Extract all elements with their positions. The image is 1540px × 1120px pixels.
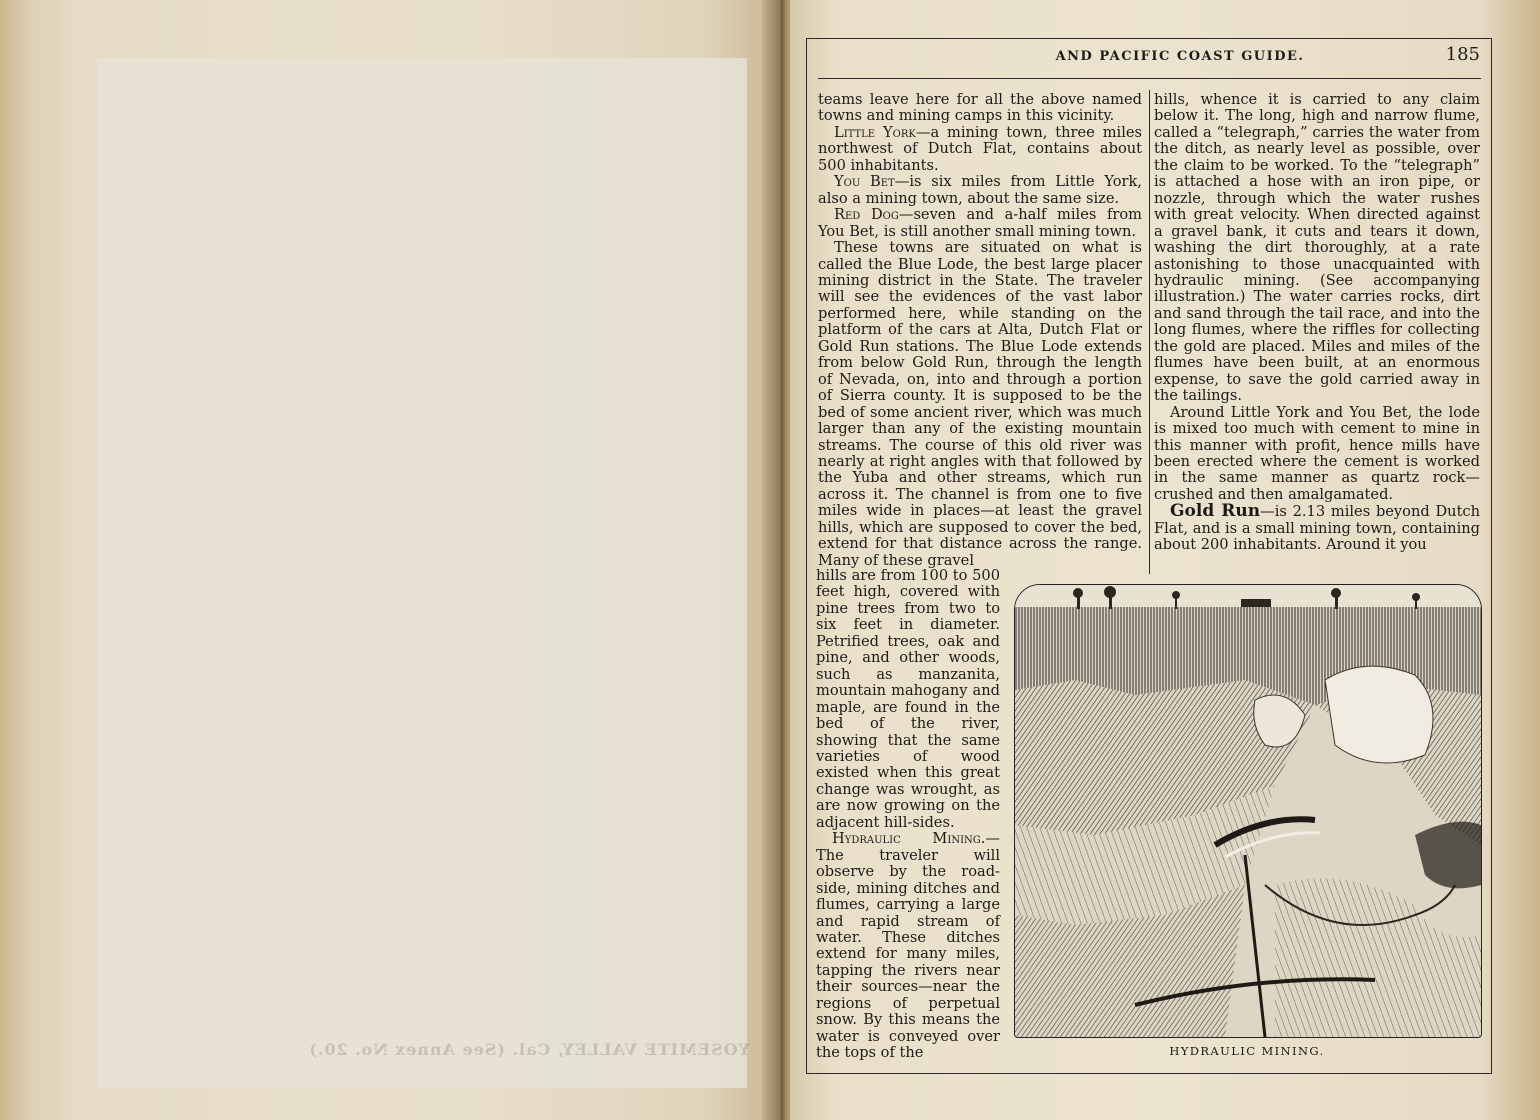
- paragraph: [818, 125, 1142, 174]
- paragraph-lead: Hydraulic Mining: [832, 830, 981, 848]
- paragraph-text: teams leave here for all the above named towns and mining camps in this vicinity.: [818, 91, 1142, 125]
- text-column-right: [1154, 92, 1480, 554]
- paragraph-text: Around Little York and You Bet, the lode is mixed too much with cement to mine in this manner with profit, hence mills have been erected where the cement is worked in the same manner as quartz rock—crushed and then amalgamated.: [1154, 403, 1480, 503]
- paragraph-text: hills are from 100 to 500 feet high, covered with pine trees from two to six feet in diameter. Petrified trees, oak and pine, and other woods, such as manzanita, mountain mahogany and maple, are found in the bed of the river, showing that the same varieties of wood existed when this great change was wrought, as are now growing on the adjacent hill-sides.: [816, 567, 1000, 831]
- engraving-image: [1015, 585, 1481, 1037]
- text-column-left: [818, 92, 1142, 569]
- paragraph-text: hills, whence it is carried to any claim below it. The long, high and narrow flume, called a “telegraph,” carries the water from the ditch, as nearly level as possible, over the claim to be worked. To the “telegraph” is attached a hose with an iron pipe, or nozzle, through which the water rushes with great velocity. When directed against a gravel bank, it cuts and tears it down, washing the dirt thoroughly, at a rate astonishing to those unacquainted with hydraulic mining. (See accompanying illustration.) The water carries rocks, dirt and sand through the tail race, and into the long flumes, where the riffles for collecting the gold are placed. Miles and miles of the flumes have been built, at an enormous expense, to save the gold carried away in the tailings.: [1154, 91, 1480, 405]
- paragraph-lead: Red Dog: [834, 206, 899, 224]
- column-divider: [1149, 90, 1150, 574]
- paragraph: [1154, 405, 1480, 504]
- paragraph: [818, 207, 1142, 240]
- station-heading: Gold Run: [1170, 501, 1261, 522]
- paragraph: [816, 831, 1000, 1061]
- paragraph: [1154, 92, 1480, 405]
- paragraph-text: —is 2.13 miles beyond Dutch Flat, and is a small mining town, containing about 200 inhabitants. Around it you: [1154, 503, 1481, 554]
- show-through-text: YOSEMITE VALLEY, Cal. (See Annex No. 20.): [308, 1040, 750, 1059]
- hydraulic-mining-engraving: [1014, 584, 1482, 1038]
- paragraph: [818, 240, 1142, 569]
- paragraph-text: —is six miles from Little York, also a mining town, about the same size.: [818, 173, 1143, 207]
- text-column-left-lower: [816, 568, 1000, 1062]
- paragraph-text: —a mining town, three miles northwest of Dutch Flat, contains about 500 inhabitants.: [818, 123, 1142, 174]
- page-number: 185: [1445, 44, 1480, 65]
- running-head: AND PACIFIC COAST GUIDE.: [1055, 49, 1305, 64]
- blank-page-panel: [97, 58, 747, 1088]
- paragraph-lead: You Bet: [834, 173, 895, 191]
- paragraph: [818, 174, 1142, 207]
- paragraph: [1154, 503, 1480, 553]
- paragraph-lead: Little York: [834, 123, 916, 141]
- paragraph: [816, 568, 1000, 831]
- paragraph-text: These towns are situated on what is called the Blue Lode, the best large placer mining district in the State. The traveler will see the evidences of the vast labor performed here, while standing on the platform of the cars at Alta, Dutch Flat or Gold Run stations. The Blue Lode extends from below Gold Run, through the length of Nevada, on, into and through a portion of Sierra county. It is supposed to be the bed of some ancient river, which was much larger than any of the existing mountain streams. The course of this old river was nearly at right angles with that followed by the Yuba and other streams, which run across it. The channel is from one to five miles wide in places—at least the gravel hills, which are supposed to cover the bed, extend for that distance across the range. Many of these gravel: [818, 239, 1142, 569]
- paragraph-text: .—The traveler will observe by the road-side, mining ditches and flumes, carrying a large and rapid stream of water. These ditches extend for many miles, tapping the rivers near their sources—near the regions of perpetual snow. By this means the water is conveyed over the tops of the: [816, 830, 1000, 1062]
- illustration-caption: HYDRAULIC MINING.: [1169, 1044, 1325, 1058]
- paragraph-text: —seven and a-half miles from You Bet, is still another small mining town.: [818, 206, 1142, 240]
- paragraph: [818, 92, 1142, 125]
- header-rule: [818, 78, 1481, 79]
